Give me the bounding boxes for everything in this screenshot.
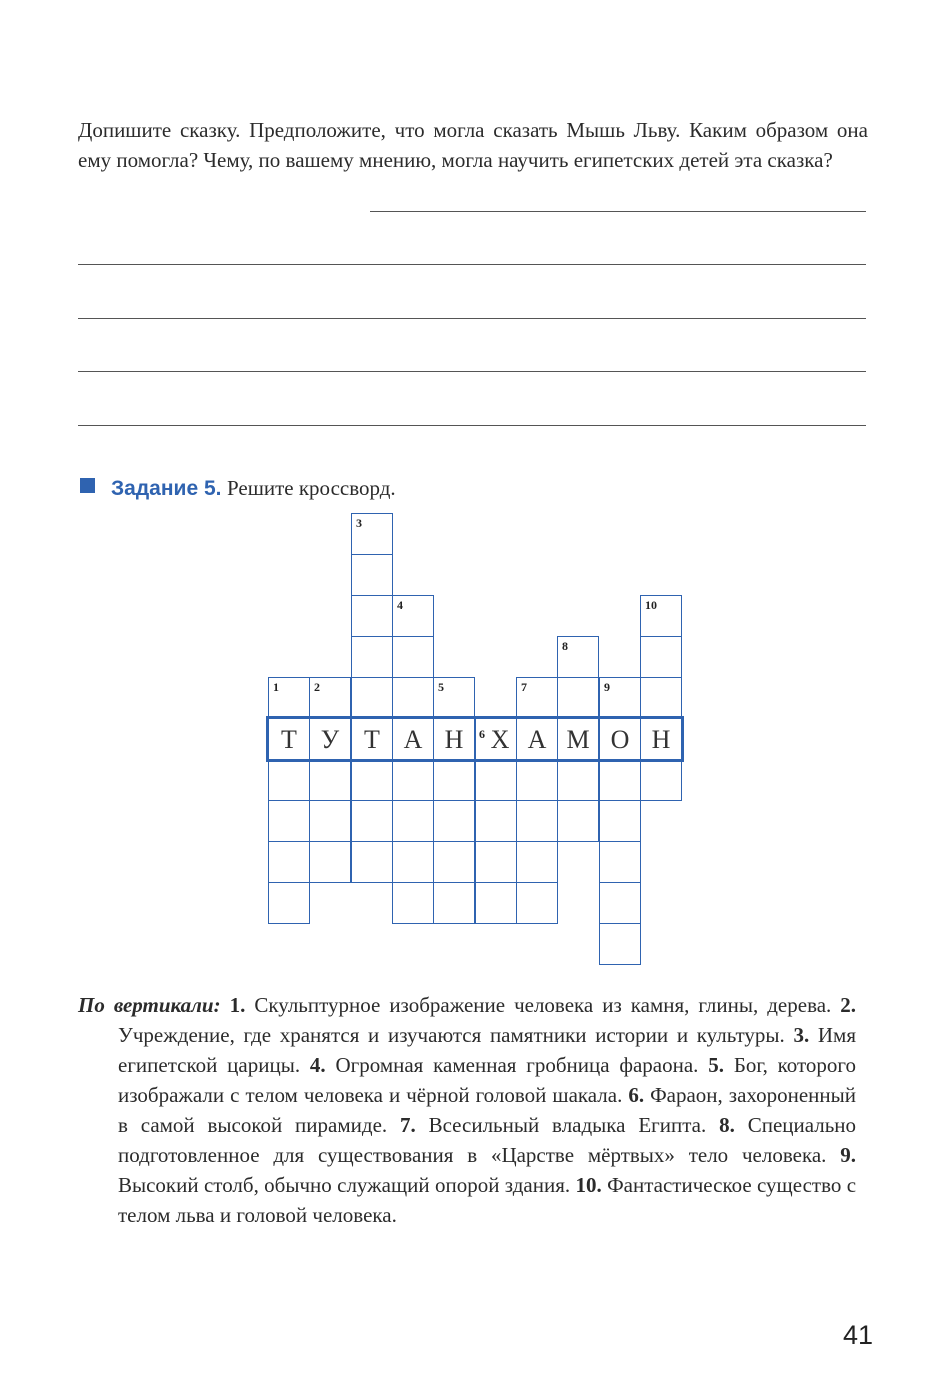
crossword-cell[interactable] xyxy=(392,636,434,678)
clue-number: 3 xyxy=(356,516,362,530)
crossword-cell[interactable] xyxy=(268,718,310,760)
crossword-cell[interactable] xyxy=(516,677,558,719)
clue-number: 10 xyxy=(645,598,657,612)
crossword-cell[interactable] xyxy=(268,677,310,719)
answer-letter: Т xyxy=(364,725,380,754)
clue-num: 5. xyxy=(708,1053,724,1077)
task-bullet-icon xyxy=(80,478,95,493)
crossword-cell[interactable] xyxy=(351,554,393,596)
crossword-cell[interactable] xyxy=(392,882,434,924)
crossword-cell[interactable] xyxy=(640,677,682,719)
crossword-cell[interactable] xyxy=(351,718,393,760)
crossword-cell[interactable] xyxy=(516,759,558,801)
answer-letter: А xyxy=(403,725,423,754)
clue-number: 2 xyxy=(314,680,320,694)
crossword-cell[interactable] xyxy=(599,923,641,965)
crossword-cell[interactable] xyxy=(599,677,641,719)
clue-text: Фантастическое существо с телом льва и головой человека. xyxy=(118,1173,857,1227)
crossword-cell[interactable] xyxy=(392,759,434,801)
clue-num: 4. xyxy=(309,1053,326,1077)
crossword-cell[interactable] xyxy=(475,759,517,801)
crossword-cell[interactable] xyxy=(516,841,558,883)
crossword-cell[interactable] xyxy=(557,677,599,719)
answer-letter: М xyxy=(566,725,590,754)
answer-letter: Х xyxy=(490,725,510,754)
crossword-cell[interactable] xyxy=(392,718,434,760)
crossword-cell[interactable] xyxy=(640,759,682,801)
crossword-cell[interactable] xyxy=(351,636,393,678)
clues-section xyxy=(78,990,856,1230)
clue-number: 6 xyxy=(479,727,485,741)
clue-text: Всесильный владыка Египта. xyxy=(428,1113,707,1137)
crossword-cell[interactable] xyxy=(599,718,641,760)
crossword-cell[interactable] xyxy=(309,718,351,760)
crossword-cell[interactable] xyxy=(557,759,599,801)
clue-number: 8 xyxy=(562,639,568,653)
task-label: Задание 5. xyxy=(111,477,222,500)
answer-letter: Т xyxy=(281,725,297,754)
crossword-cell[interactable] xyxy=(309,841,351,883)
crossword-cell[interactable] xyxy=(392,841,434,883)
clue-num: 6. xyxy=(628,1083,645,1107)
crossword-cell[interactable] xyxy=(475,841,517,883)
crossword-cell[interactable] xyxy=(392,677,434,719)
crossword-cell[interactable] xyxy=(640,718,682,760)
crossword-cell[interactable] xyxy=(640,595,682,637)
crossword-cell[interactable] xyxy=(599,841,641,883)
crossword-cell[interactable] xyxy=(351,513,393,555)
crossword-cell[interactable] xyxy=(516,882,558,924)
clue-num: 2. xyxy=(840,993,857,1017)
clue-text: Имя египетской царицы. xyxy=(118,1023,857,1077)
clue-number: 5 xyxy=(438,680,444,694)
clues-paragraph xyxy=(78,990,856,1230)
crossword-cell[interactable] xyxy=(475,800,517,842)
clue-text: Огромная каменная гробница фараона. xyxy=(335,1053,699,1077)
crossword-cell[interactable] xyxy=(433,759,475,801)
crossword-cell[interactable] xyxy=(599,882,641,924)
clue-text: Фараон, захороненный в самой высокой пирамиде. xyxy=(118,1083,856,1137)
task-text: Решите кроссворд. xyxy=(226,476,396,500)
crossword-cell[interactable] xyxy=(557,718,599,760)
clue-text: Скульптурное изображение человека из камня, глины, дерева. xyxy=(254,993,832,1017)
crossword-cell[interactable] xyxy=(309,759,351,801)
crossword-cell[interactable] xyxy=(268,800,310,842)
crossword-cell[interactable] xyxy=(392,595,434,637)
answer-line-2[interactable] xyxy=(78,264,866,265)
crossword-cell[interactable] xyxy=(351,800,393,842)
crossword-cell[interactable] xyxy=(433,718,475,760)
crossword-cell[interactable] xyxy=(433,882,475,924)
crossword-cell[interactable] xyxy=(599,800,641,842)
crossword-cell[interactable] xyxy=(433,800,475,842)
clue-number: 4 xyxy=(397,598,403,612)
answer-line-3[interactable] xyxy=(78,318,866,319)
crossword-cell[interactable] xyxy=(557,800,599,842)
story-prompt: Допишите сказку. Предположите, что могла сказать Мышь Льву. Каким образом она ему помогла? Чему, по вашему мнению, могла научить египетских детей эта сказка? xyxy=(78,118,868,172)
clue-text: Бог, которого изображали с телом человека и чёрной головой шакала. xyxy=(118,1053,857,1107)
crossword-cell[interactable] xyxy=(351,841,393,883)
clue-number: 7 xyxy=(521,680,527,694)
clue-num: 1. xyxy=(229,993,246,1017)
crossword-cell[interactable] xyxy=(640,636,682,678)
clue-num: 9. xyxy=(840,1143,857,1167)
crossword-cell[interactable] xyxy=(309,800,351,842)
clue-num: 10. xyxy=(575,1173,602,1197)
crossword-cell[interactable] xyxy=(557,636,599,678)
answer-letter: Н xyxy=(651,725,671,754)
crossword-cell[interactable] xyxy=(351,595,393,637)
clue-text: Учреждение, где хранятся и изучаются памятники истории и культуры. xyxy=(118,1023,785,1047)
clues-heading: По вертикали: xyxy=(78,993,221,1017)
crossword-cell[interactable] xyxy=(516,718,558,760)
crossword-cell[interactable] xyxy=(433,677,475,719)
clue-number: 9 xyxy=(604,680,610,694)
clue-text: Высокий столб, обычно служащий опорой здания. xyxy=(118,1173,571,1197)
clue-num: 8. xyxy=(719,1113,735,1137)
crossword-cell[interactable] xyxy=(392,800,434,842)
clue-number: 1 xyxy=(273,680,279,694)
crossword-cell[interactable] xyxy=(475,882,517,924)
crossword-cell[interactable] xyxy=(309,677,351,719)
answer-letter: У xyxy=(320,725,340,754)
answer-letter: А xyxy=(527,725,547,754)
crossword-cell[interactable] xyxy=(351,759,393,801)
task-heading xyxy=(80,473,396,504)
page-number: 41 xyxy=(842,1320,873,1350)
crossword-cell[interactable] xyxy=(599,759,641,801)
answer-line-5[interactable] xyxy=(78,425,866,426)
clue-num: 3. xyxy=(793,1023,810,1047)
clue-num: 7. xyxy=(400,1113,416,1137)
answer-letter: Н xyxy=(444,725,464,754)
answer-letter: О xyxy=(610,725,630,754)
crossword-cell[interactable] xyxy=(351,677,393,719)
crossword-cell[interactable] xyxy=(268,882,310,924)
answer-line-4[interactable] xyxy=(78,371,866,372)
crossword-cell[interactable] xyxy=(433,841,475,883)
clue-text: Специально подготовленное для существования в «Царстве мёртвых» тело человека. xyxy=(118,1113,857,1167)
crossword-cell[interactable] xyxy=(268,759,310,801)
crossword-cell[interactable] xyxy=(475,718,517,760)
answer-line-1[interactable] xyxy=(370,211,866,212)
crossword-cell[interactable] xyxy=(268,841,310,883)
crossword-cell[interactable] xyxy=(516,800,558,842)
